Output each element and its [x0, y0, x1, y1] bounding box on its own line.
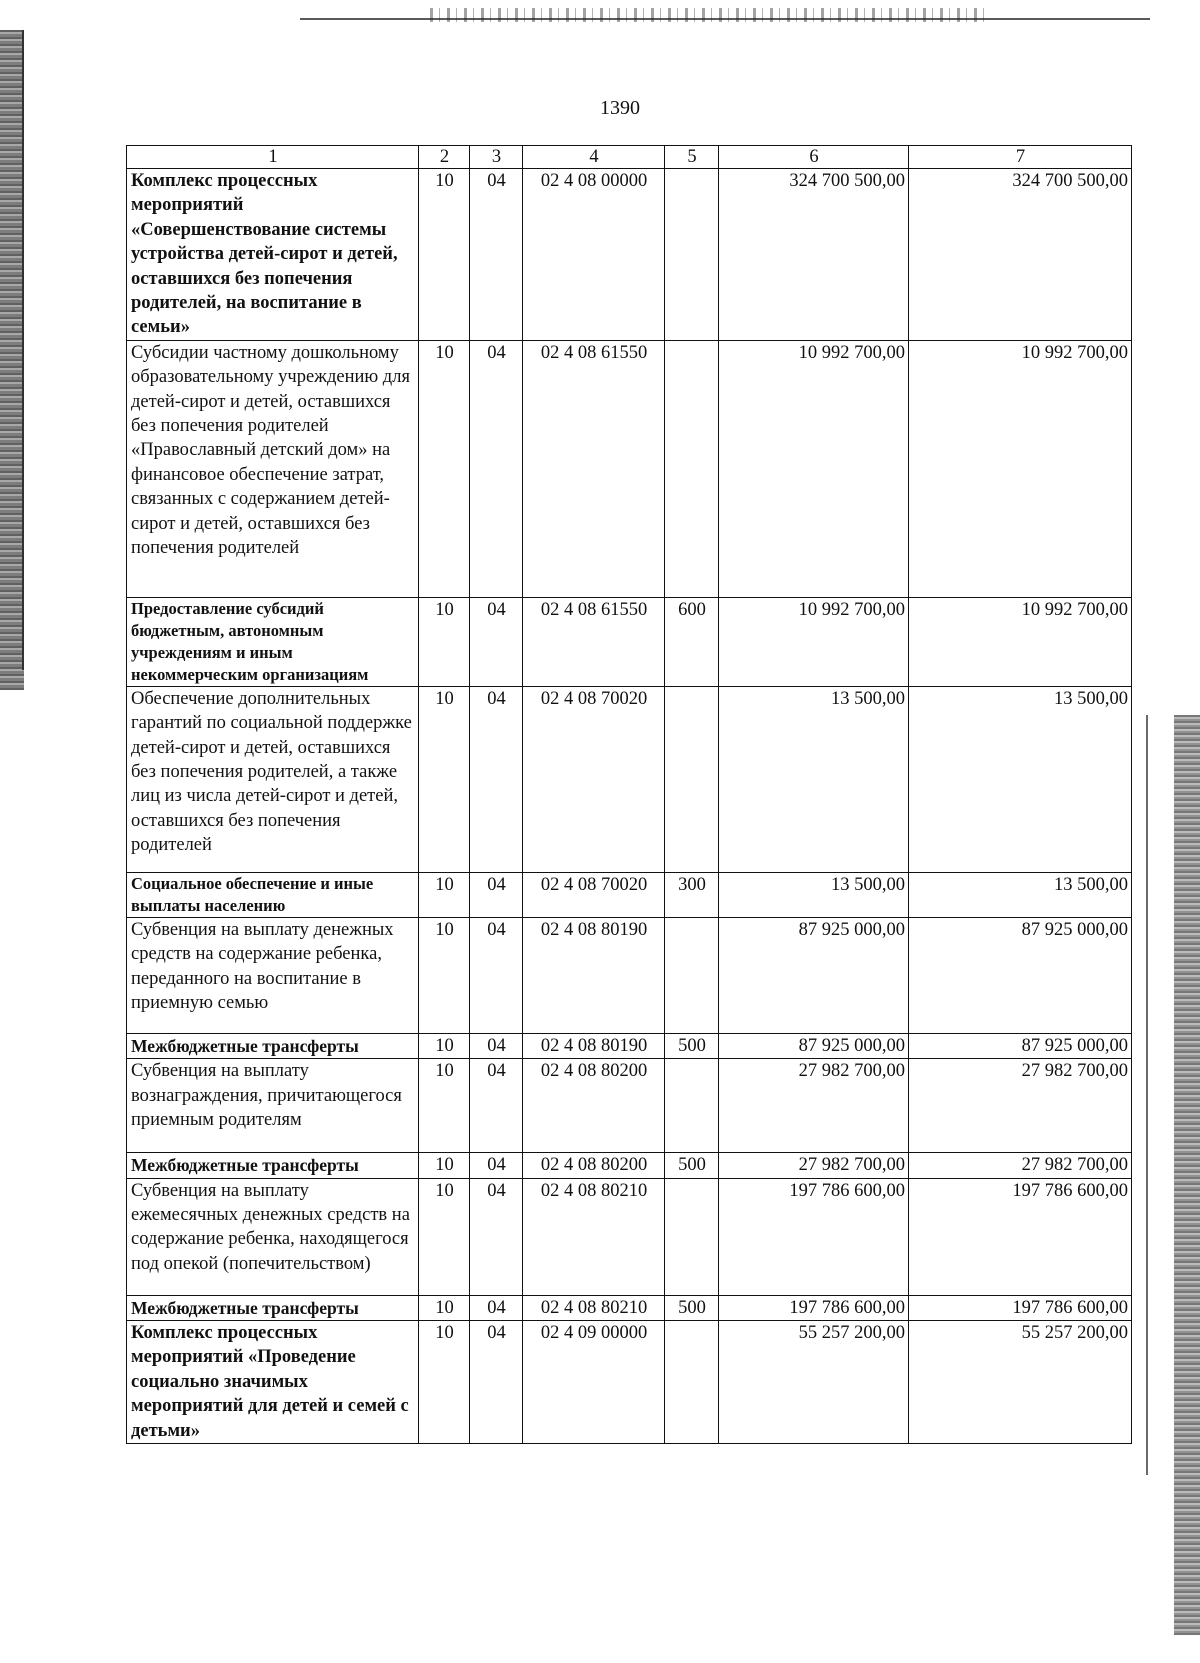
row-amount-cell: 324 700 500,00	[719, 169, 909, 341]
scan-line-left	[22, 30, 24, 670]
row-subsection-cell: 04	[470, 1321, 523, 1444]
row-amount-next-cell: 197 786 600,00	[909, 1178, 1132, 1295]
header-cell: 1	[127, 146, 419, 169]
row-expense-type-cell	[665, 1321, 719, 1444]
row-name-cell: Субвенция на выплату вознаграждения, причитающегося приемным родителям	[127, 1059, 419, 1153]
row-amount-next-cell: 10 992 700,00	[909, 597, 1132, 686]
row-amount-next-cell: 324 700 500,00	[909, 169, 1132, 341]
row-amount-cell: 197 786 600,00	[719, 1178, 909, 1295]
scan-edge-left	[0, 30, 24, 690]
row-amount-cell: 10 992 700,00	[719, 340, 909, 597]
row-name-cell: Субсидии частному дошкольному образовательному учреждению для детей-сирот и детей, оставшихся без попечения родителей «Православный детский дом» на финансовое обеспечение затрат, связанных с содержанием детей-сирот и детей, оставшихся без попечения родителей	[127, 340, 419, 597]
table-row	[127, 1178, 1132, 1295]
row-target-code-cell: 02 4 08 80200	[523, 1153, 665, 1178]
row-subsection-cell: 04	[470, 1295, 523, 1320]
row-target-code-cell: 02 4 08 70020	[523, 872, 665, 917]
row-section-cell: 10	[419, 340, 470, 597]
row-name-cell: Комплекс процессных мероприятий «Проведение социально значимых мероприятий для детей и семей с детьми»	[127, 1321, 419, 1444]
row-expense-type-cell	[665, 686, 719, 872]
table-row	[127, 1321, 1132, 1444]
row-subsection-cell: 04	[470, 597, 523, 686]
row-section-cell: 10	[419, 686, 470, 872]
row-amount-next-cell: 87 925 000,00	[909, 1033, 1132, 1058]
row-section-cell: 10	[419, 1153, 470, 1178]
row-section-cell: 10	[419, 1295, 470, 1320]
row-target-code-cell: 02 4 08 80190	[523, 917, 665, 1033]
row-subsection-cell: 04	[470, 686, 523, 872]
row-subsection-cell: 04	[470, 169, 523, 341]
row-name-cell: Межбюджетные трансферты	[127, 1295, 419, 1320]
row-amount-next-cell: 13 500,00	[909, 872, 1132, 917]
row-expense-type-cell: 600	[665, 597, 719, 686]
row-expense-type-cell	[665, 169, 719, 341]
row-name-cell: Обеспечение дополнительных гарантий по социальной поддержке детей-сирот и детей, оставшихся без попечения родителей, а также лиц из числа детей-сирот и детей, оставшихся без попечения родителей	[127, 686, 419, 872]
row-expense-type-cell	[665, 1059, 719, 1153]
row-expense-type-cell: 500	[665, 1295, 719, 1320]
header-cell: 7	[909, 146, 1132, 169]
row-section-cell: 10	[419, 597, 470, 686]
row-name-cell: Комплекс процессных мероприятий «Совершенствование системы устройства детей-сирот и детей, оставшихся без попечения родителей, на воспитание в семьи»	[127, 169, 419, 341]
header-cell: 6	[719, 146, 909, 169]
page-number: 1390	[600, 97, 640, 119]
row-section-cell: 10	[419, 1033, 470, 1058]
table-header-row	[127, 146, 1132, 169]
table-row	[127, 340, 1132, 597]
row-name-cell: Предоставление субсидий бюджетным, автономным учреждениям и иным некоммерческим организациям	[127, 597, 419, 686]
header-cell: 3	[470, 146, 523, 169]
header-cell: 4	[523, 146, 665, 169]
row-subsection-cell: 04	[470, 1059, 523, 1153]
row-section-cell: 10	[419, 1321, 470, 1444]
row-amount-cell: 87 925 000,00	[719, 1033, 909, 1058]
row-amount-cell: 13 500,00	[719, 686, 909, 872]
scan-edge-right	[1174, 715, 1200, 1635]
row-name-cell: Субвенция на выплату ежемесячных денежных средств на содержание ребенка, находящегося под опекой (попечительством)	[127, 1178, 419, 1295]
row-section-cell: 10	[419, 169, 470, 341]
row-target-code-cell: 02 4 08 80210	[523, 1295, 665, 1320]
table-row	[127, 597, 1132, 686]
table-row	[127, 1059, 1132, 1153]
row-amount-next-cell: 13 500,00	[909, 686, 1132, 872]
row-amount-cell: 87 925 000,00	[719, 917, 909, 1033]
row-subsection-cell: 04	[470, 1178, 523, 1295]
row-subsection-cell: 04	[470, 917, 523, 1033]
table-row	[127, 169, 1132, 341]
row-section-cell: 10	[419, 1178, 470, 1295]
row-target-code-cell: 02 4 08 00000	[523, 169, 665, 341]
row-amount-cell: 27 982 700,00	[719, 1153, 909, 1178]
row-amount-cell: 13 500,00	[719, 872, 909, 917]
row-amount-next-cell: 55 257 200,00	[909, 1321, 1132, 1444]
row-target-code-cell: 02 4 08 61550	[523, 340, 665, 597]
table-row	[127, 1295, 1132, 1320]
row-amount-cell: 10 992 700,00	[719, 597, 909, 686]
row-target-code-cell: 02 4 08 80210	[523, 1178, 665, 1295]
row-subsection-cell: 04	[470, 872, 523, 917]
row-amount-next-cell: 27 982 700,00	[909, 1153, 1132, 1178]
row-amount-cell: 197 786 600,00	[719, 1295, 909, 1320]
row-subsection-cell: 04	[470, 1153, 523, 1178]
table-row	[127, 872, 1132, 917]
table-row	[127, 686, 1132, 872]
row-expense-type-cell	[665, 1178, 719, 1295]
header-cell: 5	[665, 146, 719, 169]
row-name-cell: Межбюджетные трансферты	[127, 1153, 419, 1178]
row-expense-type-cell	[665, 917, 719, 1033]
header-cell: 2	[419, 146, 470, 169]
row-section-cell: 10	[419, 1059, 470, 1153]
row-target-code-cell: 02 4 08 80190	[523, 1033, 665, 1058]
row-name-cell: Субвенция на выплату денежных средств на содержание ребенка, переданного на воспитание в приемную семью	[127, 917, 419, 1033]
row-target-code-cell: 02 4 08 70020	[523, 686, 665, 872]
row-amount-next-cell: 27 982 700,00	[909, 1059, 1132, 1153]
scan-edge-top	[300, 18, 1150, 26]
row-target-code-cell: 02 4 08 80200	[523, 1059, 665, 1153]
row-amount-next-cell: 10 992 700,00	[909, 340, 1132, 597]
row-amount-cell: 55 257 200,00	[719, 1321, 909, 1444]
row-name-cell: Межбюджетные трансферты	[127, 1033, 419, 1058]
row-amount-next-cell: 87 925 000,00	[909, 917, 1132, 1033]
row-target-code-cell: 02 4 08 61550	[523, 597, 665, 686]
row-expense-type-cell: 500	[665, 1033, 719, 1058]
row-section-cell: 10	[419, 872, 470, 917]
budget-table	[126, 145, 1132, 1444]
row-target-code-cell: 02 4 09 00000	[523, 1321, 665, 1444]
row-section-cell: 10	[419, 917, 470, 1033]
row-amount-next-cell: 197 786 600,00	[909, 1295, 1132, 1320]
table-row	[127, 1033, 1132, 1058]
scan-line-right	[1146, 715, 1148, 1475]
row-amount-cell: 27 982 700,00	[719, 1059, 909, 1153]
budget-table-body	[127, 146, 1132, 1444]
row-expense-type-cell: 300	[665, 872, 719, 917]
row-expense-type-cell	[665, 340, 719, 597]
table-row	[127, 1153, 1132, 1178]
row-subsection-cell: 04	[470, 340, 523, 597]
row-subsection-cell: 04	[470, 1033, 523, 1058]
row-expense-type-cell: 500	[665, 1153, 719, 1178]
row-name-cell: Социальное обеспечение и иные выплаты населению	[127, 872, 419, 917]
table-row	[127, 917, 1132, 1033]
